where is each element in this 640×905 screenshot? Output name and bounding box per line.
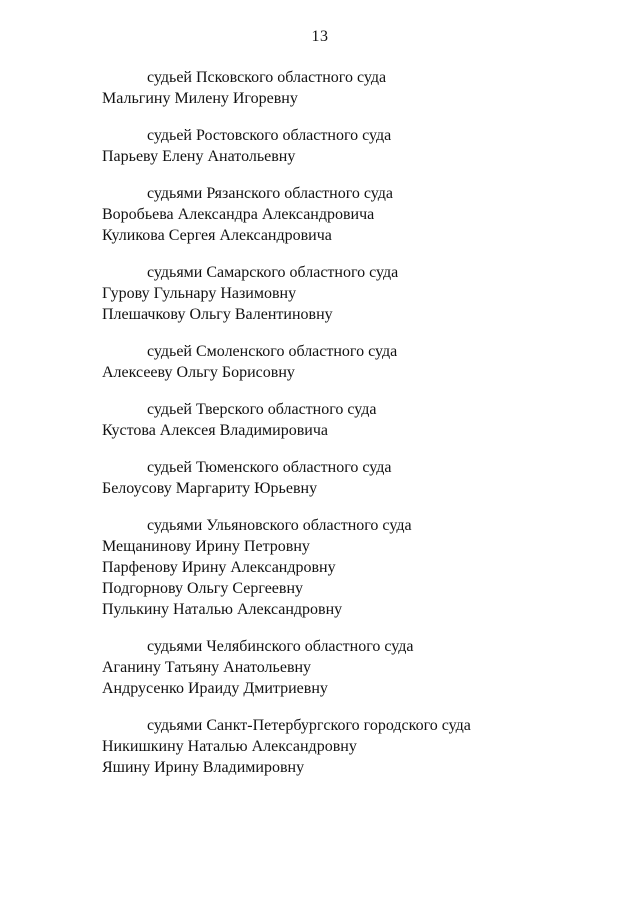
judge-name: Парьеву Елену Анатольевну <box>102 148 296 165</box>
judge-name: Воробьева Александра Александровича <box>102 206 375 223</box>
judge-name: Пулькину Наталью Александровну <box>102 601 343 618</box>
judge-name: Мещанинову Ирину Петровну <box>102 538 310 555</box>
judge-name: Яшину Ирину Владимировну <box>102 759 305 776</box>
judge-name: Никишкину Наталью Александровну <box>102 738 357 755</box>
court-header: судьями Рязанского областного суда <box>147 185 393 202</box>
judge-name: Подгорнову Ольгу Сергеевну <box>102 580 304 597</box>
court-header: судьей Ростовского областного суда <box>147 127 392 144</box>
court-header: судьями Санкт-Петербургского городского суда <box>147 717 471 734</box>
court-section-samara <box>102 262 580 325</box>
judge-name: Куликова Сергея Александровича <box>102 227 332 244</box>
judge-name: Кустова Алексея Владимировича <box>102 422 328 439</box>
court-header: судьями Самарского областного суда <box>147 264 399 281</box>
judge-name: Алексееву Ольгу Борисовну <box>102 364 295 381</box>
judge-name: Гурову Гульнару Назимовну <box>102 285 297 302</box>
court-header: судьями Ульяновского областного суда <box>147 517 412 534</box>
judge-name: Аганину Татьяну Анатольевну <box>102 659 312 676</box>
judge-name: Мальгину Милену Игоревну <box>102 90 298 107</box>
court-section-ulyanovsk <box>102 515 580 620</box>
court-section-ryazan <box>102 183 580 246</box>
judge-name: Белоусову Маргариту Юрьевну <box>102 480 318 497</box>
page-number: 13 <box>311 28 329 45</box>
document-body <box>0 67 640 778</box>
judge-name: Парфенову Ирину Александровну <box>102 559 336 576</box>
court-header: судьей Тверского областного суда <box>147 401 377 418</box>
court-header: судьей Псковского областного суда <box>147 69 387 86</box>
court-header: судьями Челябинского областного суда <box>147 638 414 655</box>
court-section-rostov <box>102 125 580 167</box>
judge-name: Андрусенко Ираиду Дмитриевну <box>102 680 328 697</box>
court-section-pskov <box>102 67 580 109</box>
court-section-tyumen <box>102 457 580 499</box>
court-section-smolensk <box>102 341 580 383</box>
court-section-saint-petersburg <box>102 715 580 778</box>
court-header: судьей Тюменского областного суда <box>147 459 392 476</box>
judge-name: Плешачкову Ольгу Валентиновну <box>102 306 333 323</box>
court-section-tver <box>102 399 580 441</box>
court-section-chelyabinsk <box>102 636 580 699</box>
court-header: судьей Смоленского областного суда <box>147 343 398 360</box>
